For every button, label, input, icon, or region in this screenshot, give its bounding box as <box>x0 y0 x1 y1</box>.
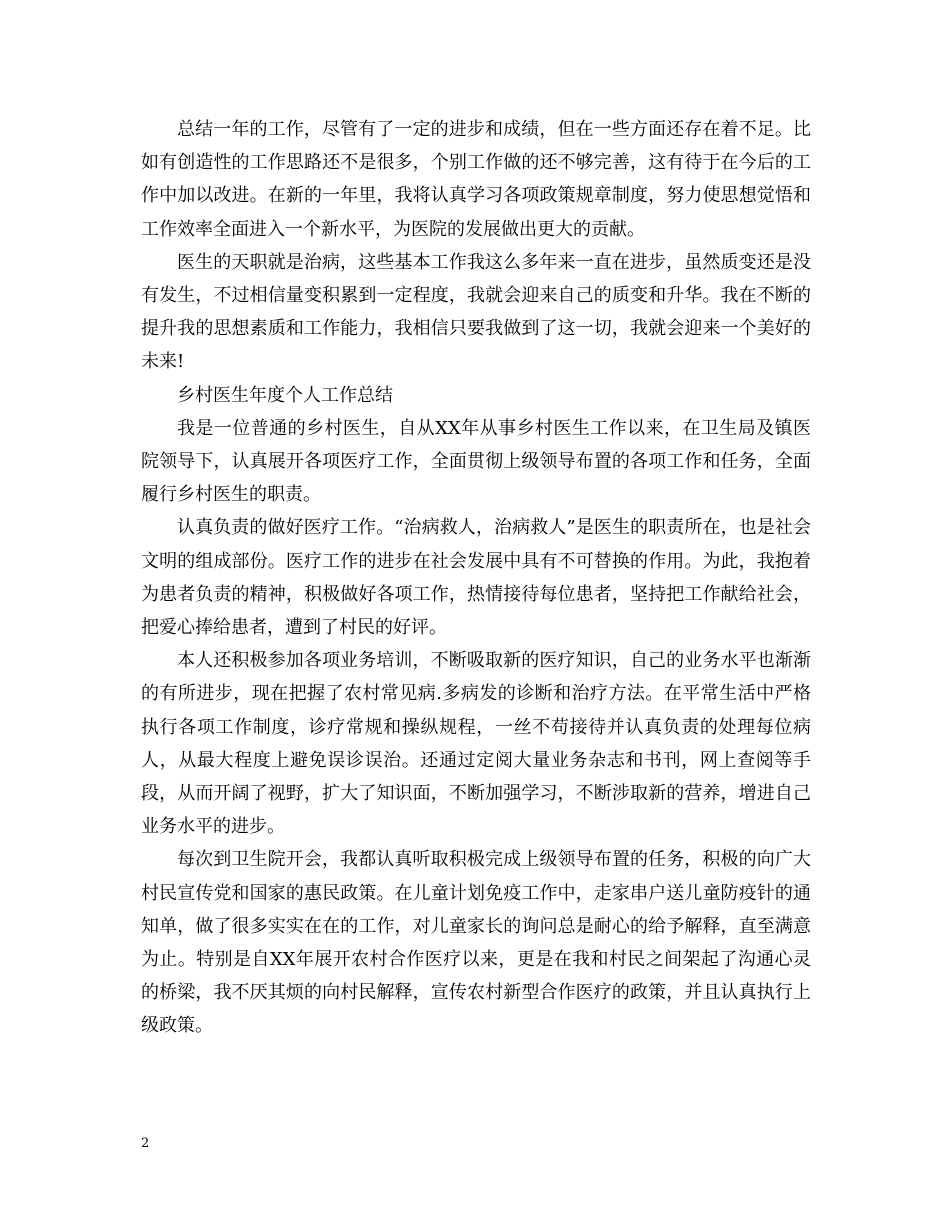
section-heading: 乡村医生年度个人工作总结 <box>177 384 393 406</box>
paragraph-medical-work: 认真负责的做好医疗工作。“治病救人，治病救人”是医生的职责所在，也是社会文明的组成部份。医疗工作的进步在社会发展中具有不可替换的作用。为此，我抱着为患者负责的精神，积极做好各项工作，热情接待每位患者，坚持把工作献给社会，把爱心捧给患者，遭到了村民的好评。 <box>141 517 811 639</box>
paragraph-introduction: 我是一位普通的乡村医生，自从XX年从事乡村医生工作以来，在卫生局及镇医院领导下，认真展开各项医疗工作，全面贯彻上级领导布置的各项工作和任务，全面履行乡村医生的职责。 <box>141 417 811 506</box>
paragraph-meetings: 每次到卫生院开会，我都认真听取积极完成上级领导布置的任务，积极的向广大村民宣传党和国家的惠民政策。在儿童计划免疫工作中，走家串户送儿童防疫针的通知单，做了很多实实在在的工作，对儿童家长的询问总是耐心的给予解释，直至满意为止。特别是自XX年展开农村合作医疗以来，更是在我和村民之间架起了沟通心灵的桥梁，我不厌其烦的向村民解释，宣传农村新型合作医疗的政策，并且认真执行上级政策。 <box>141 849 811 1037</box>
paragraph-training: 本人还积极参加各项业务培训，不断吸取新的医疗知识，自己的业务水平也渐渐的有所进步，现在把握了农村常见病.多病发的诊断和治疗方法。在平常生活中严格执行各项工作制度，诊疗常规和操纵规程，一丝不苟接待并认真负责的处理每位病人，从最大程度上避免误诊误治。还通过定阅大量业务杂志和书刊，网上查阅等手段，从而开阔了视野，扩大了知识面，不断加强学习，不断涉取新的营养，增进自己业务水平的进步。 <box>141 650 811 838</box>
paragraph-doctor-duty: 医生的天职就是治病，这些基本工作我这么多年来一直在进步，虽然质变还是没有发生，不过相信量变积累到一定程度，我就会迎来自己的质变和升华。我在不断的提升我的思想素质和工作能力，我相信只要我做到了这一切，我就会迎来一个美好的未来! <box>141 251 811 373</box>
document-body <box>141 113 811 1043</box>
page-number: 2 <box>141 1136 150 1151</box>
paragraph-year-summary: 总结一年的工作，尽管有了一定的进步和成绩，但在一些方面还存在着不足。比如有创造性的工作思路还不是很多，个别工作做的还不够完善，这有待于在今后的工作中加以改进。在新的一年里，我将认真学习各项政策规章制度，努力使思想觉悟和工作效率全面进入一个新水平，为医院的发展做出更大的贡献。 <box>141 119 811 240</box>
